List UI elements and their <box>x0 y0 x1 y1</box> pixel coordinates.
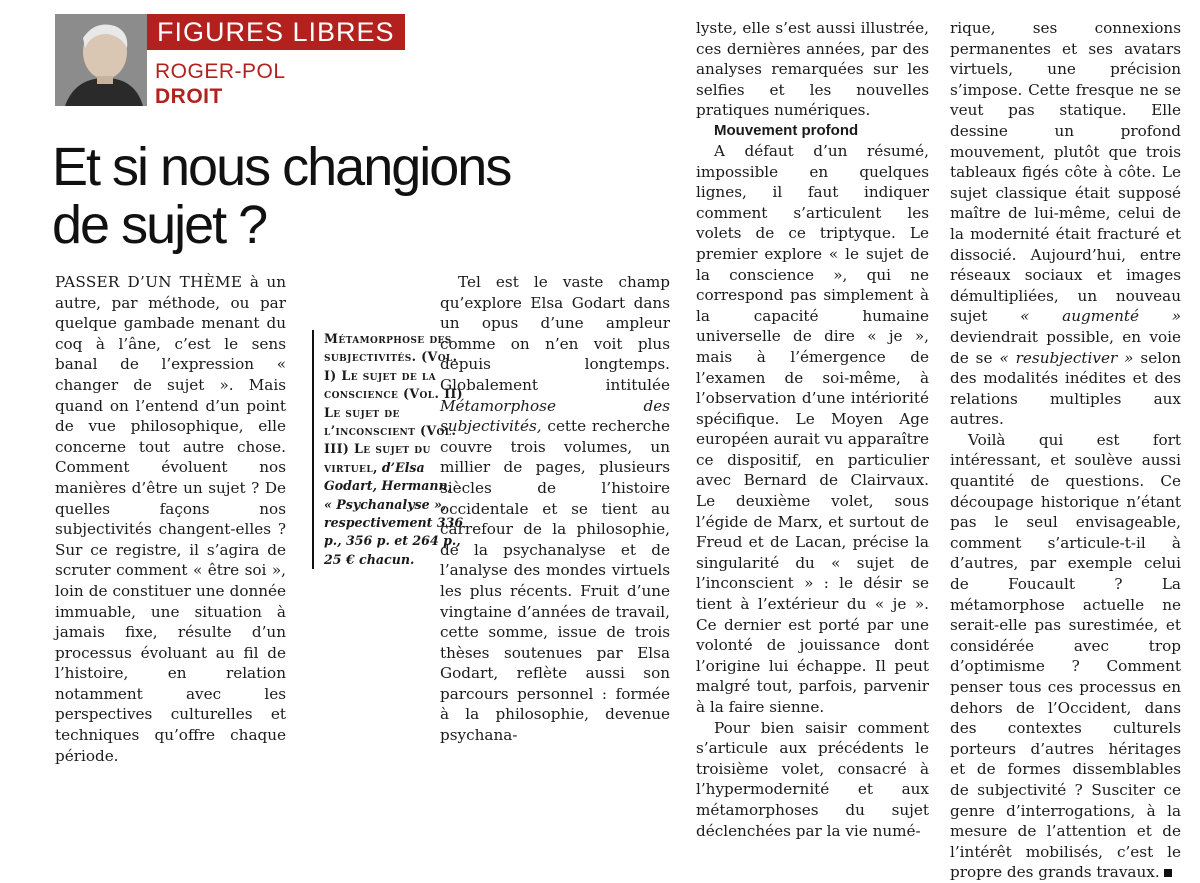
article-column-4 <box>950 18 1181 883</box>
paragraph-text: Voilà qui est fort intéressant, et soulève aussi quantité de questions. Ce découpage historique n’étant pas le seul envisageable, comment s’articule-t-il à d’autres, par exemple celui de Foucault ? La métamorphose actuelle ne serait-elle pas surestimée, et considérée avec trop d’optimisme ? Comment penser tous ces processus en dehors de l’Occident, dans des contextes culturels porteurs d’autres héritages et de formes dissemblables de subjectivité ? Susciter ce genre d’interrogations, à la mesure de l’attention et de l’intérêt mobilisés, c’est le propre des grands travaux. <box>950 430 1181 882</box>
headline-line-1: Et si nous changions <box>52 137 511 197</box>
emphasis: « augmenté » <box>1020 307 1181 326</box>
paragraph <box>950 18 1181 430</box>
article-headline <box>52 138 642 254</box>
lead-in: PASSER D’UN THÈME <box>55 273 243 291</box>
headline-line-2: de sujet ? <box>52 195 267 255</box>
article-column-2 <box>440 272 670 746</box>
book-title: Métamorphose des subjectivités, <box>440 396 670 436</box>
book-reference-details: d’Elsa Godart, Hermann, « Psychanalyse », respectivement 336 p., 356 p. et 264 p., 25 € chacun. <box>324 459 464 567</box>
paragraph-text: selon des modalités inédites et des relations multiples aux autres. <box>950 348 1181 429</box>
author-last-name: DROIT <box>155 85 223 108</box>
subheading: Mouvement profond <box>714 121 859 139</box>
paragraph-text: à un autre, par méthode, ou par quelque gambade menant du coq à l’âne, c’est le sens banal de l’expression « changer de sujet ». Mais quand on l’entend d’un point de vue philosophique, elle concerne tout autre chose. Comment évoluent nos manières d’être un sujet ? De quelles façons nos subjectivités changent-elles ? Sur ce registre, il s’agira de scruter comment « être soi », loin de constituer une donnée immuable, une situation à jamais fixe, résulte d’un processus évoluant au fil de l’histoire, en relation notamment avec les perspectives culturelles et techniques qu’offre chaque période. <box>55 273 286 765</box>
book-reference-title: Métamorphose des subjectivités. (Vol. I) Le sujet de la conscience (Vol. II) Le sujet de l’inconscient (Vol. III) Le sujet du virtuel, <box>324 331 464 475</box>
article-column-1 <box>55 272 286 766</box>
emphasis: « resubjectiver » <box>999 348 1134 367</box>
paragraph: Pour bien saisir comment s’articule aux précédents le troisième volet, consacré à l’hypermodernité et aux métamorphoses du sujet déclenchées par la vie numé- <box>696 718 929 840</box>
author-portrait <box>55 14 147 106</box>
paragraph <box>55 272 286 766</box>
paragraph-text: Tel est le vaste champ qu’explore Elsa Godart dans un opus d’une ampleur comme on n’en voit plus depuis longtemps. Globalement intitulée <box>440 273 670 394</box>
paragraph <box>440 272 670 746</box>
paragraph: A défaut d’un résumé, impossible en quelques lignes, il faut indiquer comment s’articulent les volets de ce triptyque. Le premier explore « le sujet de la conscience », qui ne correspond pas simplement à la capacité humaine universelle de dire « je », mais à l’émergence de l’examen de soi-même, à l’observation d’une intériorité spécifique. Le Moyen Age européen aurait vu apparaître ce dispositif, en particulier avec Bernard de Clairvaux. Le deuxième volet, sous l’égide de Marx, et surtout de Freud et de Lacan, précise la singularité du « sujet de l’inconscient » : le désir se tient à l’extérieur du « je ». Ce dernier est porté par une volonté de jouissance dont l’origine lui échappe. Il peut malgré tout, parfois, parvenir à la faire sienne. <box>696 141 929 716</box>
paragraph-text: cette recherche couvre trois volumes, un millier de pages, plusieurs siècles de l’histoire occidentale et se tient au carrefour de la philosophie, de la psychanalyse et de l’analyse des mondes virtuels les plus récents. Fruit d’une vingtaine d’années de travail, cette somme, issue de trois thèses soutenues par Elsa Godart, reflète aussi son parcours personnel : formée à la philosophie, devenue psychana- <box>440 417 670 745</box>
article-column-3 <box>696 18 929 841</box>
paragraph: lyste, elle s’est aussi illustrée, ces dernières années, par des analyses remarquées sur les selfies et les nouvelles pratiques numériques. <box>696 19 929 120</box>
paragraph <box>950 430 1181 883</box>
section-rubric: FIGURES LIBRES <box>147 14 405 50</box>
paragraph-text: rique, ses connexions permanentes et ses avatars virtuels, une précision s’impose. Cette fresque ne se veut pas statique. Elle dessine un profond mouvement, plutôt que trois tableaux figés côte à côte. Le sujet classique était supposé maître de lui-même, celui de la modernité était fracturé et dissocié. Aujourd’hui, entre réseaux sociaux et images démultipliées, un nouveau sujet <box>950 19 1181 326</box>
paragraph-text: deviendrait possible, en voie de se <box>950 327 1181 367</box>
end-of-article-icon <box>1164 869 1172 877</box>
author-first-name: ROGER-POL <box>155 60 286 83</box>
